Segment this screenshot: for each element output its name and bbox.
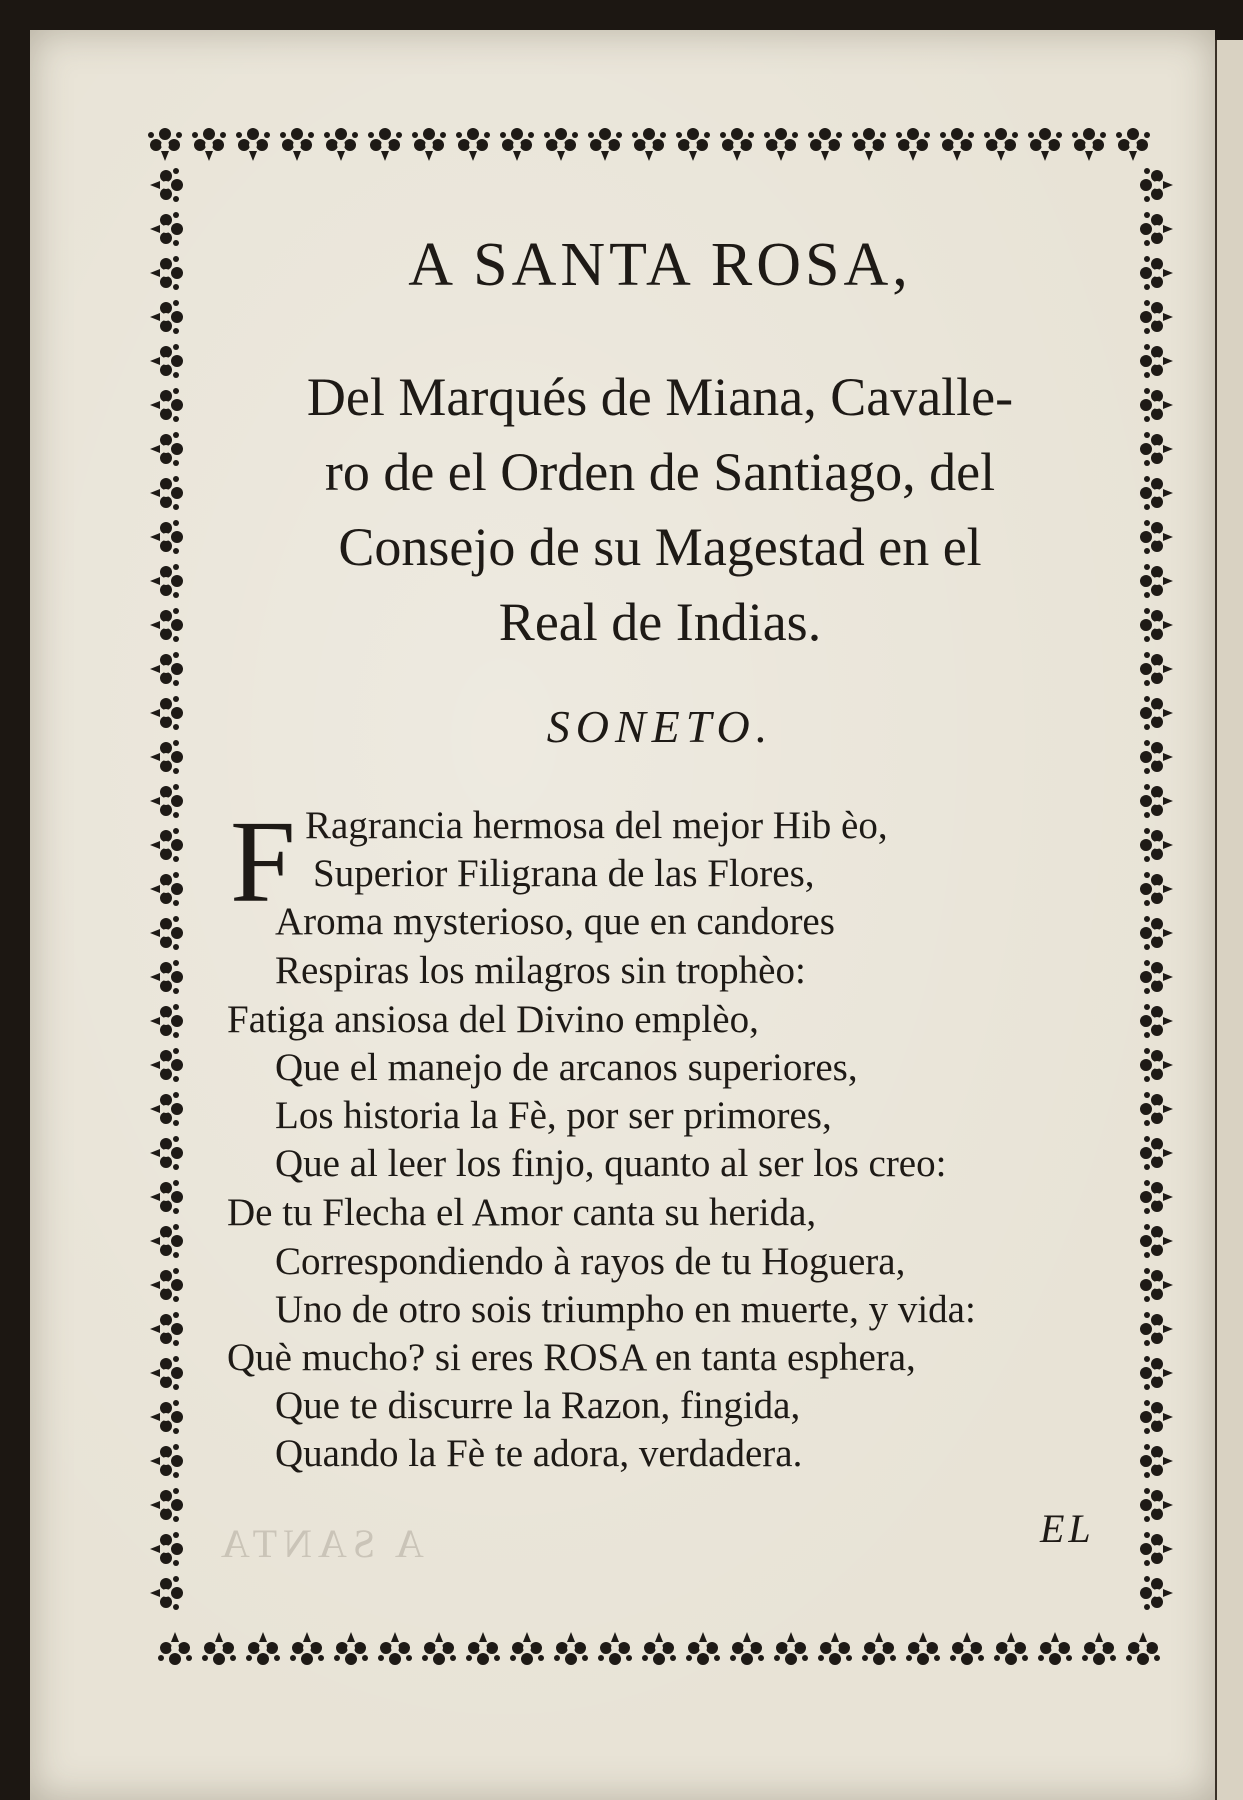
fleuron-icon [632, 128, 666, 161]
fleuron-icon [456, 128, 490, 161]
fleuron-icon [1140, 300, 1173, 334]
fleuron-icon [1140, 872, 1173, 906]
fleuron-icon [1140, 1136, 1173, 1170]
sonnet-line: Que te discurre la Razon, fingida, [275, 1384, 801, 1427]
sonnet-line: Superior Filigrana de las Flores, [313, 852, 815, 895]
fleuron-icon [1028, 128, 1062, 161]
fleuron-icon [554, 1632, 588, 1665]
fleuron-icon [862, 1632, 896, 1665]
border-right [1140, 168, 1173, 1610]
fleuron-icon [642, 1632, 676, 1665]
fleuron-icon [150, 520, 183, 554]
fleuron-icon [1140, 1048, 1173, 1082]
dedication-line: ro de el Orden de Santiago, del [324, 442, 996, 502]
sonnet-line: Que al leer los finjo, quanto al ser los creo: [275, 1142, 947, 1185]
fleuron-icon [150, 784, 183, 818]
sonnet-line: Aroma mysterioso, que en candores [275, 900, 835, 943]
fleuron-icon [150, 1268, 183, 1302]
fleuron-icon [150, 1048, 183, 1082]
fleuron-icon [774, 1632, 808, 1665]
fleuron-icon [150, 1180, 183, 1214]
fleuron-icon [1140, 828, 1173, 862]
fleuron-icon [1140, 344, 1173, 378]
fleuron-icon [1140, 168, 1173, 202]
fleuron-icon [1140, 784, 1173, 818]
fleuron-icon [150, 476, 183, 510]
fleuron-icon [1140, 1092, 1173, 1126]
fleuron-icon [1140, 740, 1173, 774]
dedication-line: Consejo de su Magestad en el [338, 517, 982, 577]
bleed-through-text: A SANTA [215, 1521, 424, 1566]
fleuron-icon [1140, 388, 1173, 422]
fleuron-icon [236, 128, 270, 161]
fleuron-icon [808, 128, 842, 161]
fleuron-icon [1038, 1632, 1072, 1665]
fleuron-icon [150, 1488, 183, 1522]
fleuron-icon [984, 128, 1018, 161]
fleuron-icon [150, 1136, 183, 1170]
border-top [148, 128, 1150, 161]
fleuron-icon [150, 960, 183, 994]
fleuron-icon [290, 1632, 324, 1665]
fleuron-icon [150, 212, 183, 246]
sonnet-line: Uno de otro sois triumpho en muerte, y vida: [275, 1288, 976, 1331]
fleuron-icon [1082, 1632, 1116, 1665]
fleuron-icon [1126, 1632, 1160, 1665]
fleuron-icon [940, 128, 974, 161]
fleuron-icon [588, 128, 622, 161]
fleuron-icon [150, 1312, 183, 1346]
sonnet-heading: SONETO. [546, 701, 774, 752]
sonnet-line: De tu Flecha el Amor canta su herida, [227, 1191, 817, 1234]
fleuron-icon [422, 1632, 456, 1665]
sonnet-line: Fatiga ansiosa del Divino emplèo, [227, 998, 759, 1041]
fleuron-icon [150, 1356, 183, 1390]
fleuron-icon [1140, 1488, 1173, 1522]
fleuron-icon [280, 128, 314, 161]
fleuron-icon [818, 1632, 852, 1665]
fleuron-icon [150, 828, 183, 862]
border-left [150, 168, 183, 1610]
fleuron-icon [1072, 128, 1106, 161]
fleuron-icon [1140, 1004, 1173, 1038]
fleuron-icon [466, 1632, 500, 1665]
fleuron-icon [150, 564, 183, 598]
fleuron-icon [246, 1632, 280, 1665]
fleuron-icon [150, 432, 183, 466]
fleuron-icon [764, 128, 798, 161]
fleuron-icon [906, 1632, 940, 1665]
fleuron-icon [720, 128, 754, 161]
fleuron-icon [1140, 212, 1173, 246]
sonnet-line: Los historia la Fè, por ser primores, [275, 1094, 832, 1137]
dedication-line: Del Marqués de Miana, Cavalle- [306, 367, 1014, 427]
fleuron-icon [150, 168, 183, 202]
fleuron-icon [1140, 256, 1173, 290]
fleuron-icon [412, 128, 446, 161]
fleuron-icon [148, 128, 182, 161]
fleuron-icon [730, 1632, 764, 1665]
sonnet-line: Quando la Fè te adora, verdadera. [275, 1432, 803, 1475]
fleuron-icon [150, 1444, 183, 1478]
fleuron-icon [150, 696, 183, 730]
sonnet-line: Ragrancia hermosa del mejor Hib èo, [305, 804, 888, 847]
fleuron-icon [1140, 916, 1173, 950]
fleuron-icon [150, 388, 183, 422]
fleuron-icon [500, 128, 534, 161]
fleuron-icon [510, 1632, 544, 1665]
fleuron-icon [1140, 1576, 1173, 1610]
fleuron-icon [324, 128, 358, 161]
fleuron-icon [1140, 1224, 1173, 1258]
page-title: A SANTA ROSA, [408, 231, 912, 299]
fleuron-icon [1140, 520, 1173, 554]
sonnet-line: Què mucho? si eres ROSA en tanta esphera, [227, 1336, 916, 1379]
fleuron-icon [158, 1632, 192, 1665]
catchword: EL [1040, 1506, 1095, 1551]
fleuron-icon [378, 1632, 412, 1665]
sonnet-line: Correspondiendo à rayos de tu Hoguera, [275, 1240, 906, 1283]
fleuron-icon [150, 1092, 183, 1126]
fleuron-icon [150, 1532, 183, 1566]
fleuron-icon [150, 1400, 183, 1434]
fleuron-icon [1140, 696, 1173, 730]
fleuron-icon [1140, 1268, 1173, 1302]
fleuron-icon [1140, 652, 1173, 686]
fleuron-icon [544, 128, 578, 161]
fleuron-icon [150, 916, 183, 950]
fleuron-icon [994, 1632, 1028, 1665]
fleuron-icon [368, 128, 402, 161]
fleuron-icon [150, 1576, 183, 1610]
fleuron-icon [852, 128, 886, 161]
fleuron-icon [150, 256, 183, 290]
fleuron-icon [202, 1632, 236, 1665]
sonnet-line: Que el manejo de arcanos superiores, [275, 1046, 858, 1089]
fleuron-icon [1140, 1356, 1173, 1390]
fleuron-icon [150, 608, 183, 642]
fleuron-icon [150, 300, 183, 334]
fleuron-icon [150, 872, 183, 906]
fleuron-icon [950, 1632, 984, 1665]
fleuron-icon [150, 344, 183, 378]
fleuron-icon [150, 740, 183, 774]
sonnet-line: Respiras los milagros sin trophèo: [275, 949, 806, 992]
fleuron-icon [1140, 1444, 1173, 1478]
fleuron-icon [150, 652, 183, 686]
fleuron-icon [1140, 960, 1173, 994]
fleuron-icon [676, 128, 710, 161]
fleuron-icon [1140, 608, 1173, 642]
fleuron-icon [1140, 1180, 1173, 1214]
fleuron-icon [686, 1632, 720, 1665]
fleuron-icon [1116, 128, 1150, 161]
dedication [220, 360, 1100, 660]
fleuron-icon [334, 1632, 368, 1665]
fleuron-icon [598, 1632, 632, 1665]
fleuron-icon [192, 128, 226, 161]
fleuron-icon [1140, 1532, 1173, 1566]
fleuron-icon [896, 128, 930, 161]
fleuron-icon [1140, 476, 1173, 510]
fleuron-icon [150, 1224, 183, 1258]
fleuron-icon [150, 1004, 183, 1038]
fleuron-icon [1140, 1400, 1173, 1434]
drop-cap: F [230, 796, 296, 927]
dedication-line: Real de Indias. [498, 592, 822, 652]
fleuron-icon [1140, 432, 1173, 466]
border-bottom [158, 1632, 1160, 1665]
fleuron-icon [1140, 564, 1173, 598]
fleuron-icon [1140, 1312, 1173, 1346]
